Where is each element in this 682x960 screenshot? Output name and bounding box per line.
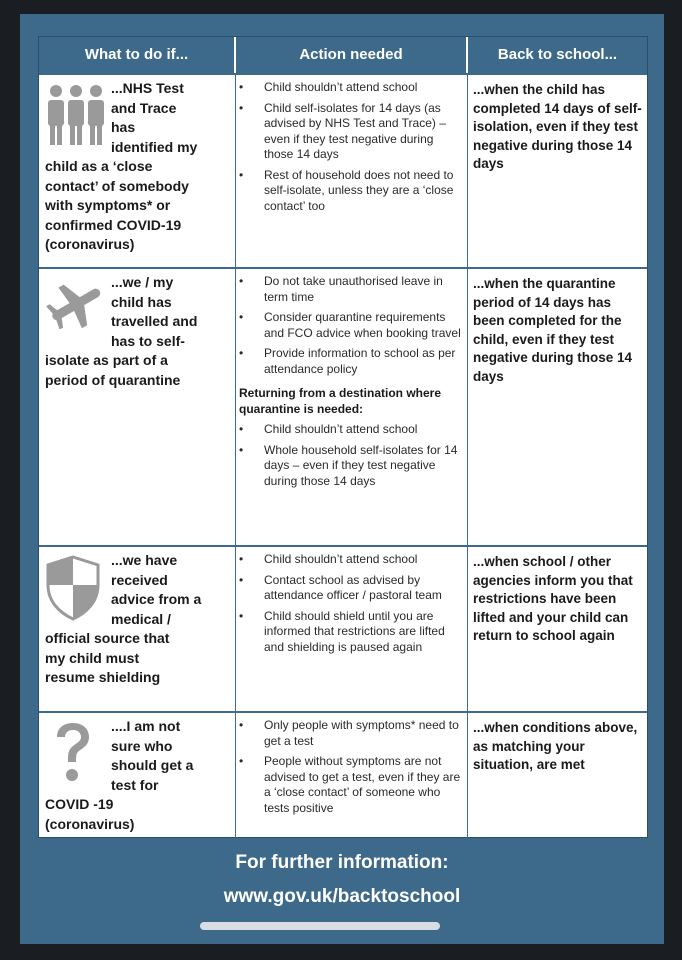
action-item: • Rest of household does not need to self-isolate, unless they are a ‘close contact’ too bbox=[239, 168, 464, 215]
question-line: contact’ of somebody bbox=[45, 177, 189, 194]
header-what-to-do: What to do if... bbox=[84, 46, 189, 63]
row-question bbox=[45, 717, 231, 834]
column-divider bbox=[467, 547, 468, 713]
question-line: should get a bbox=[111, 757, 194, 773]
action-item: • Child shouldn’t attend school bbox=[239, 80, 464, 96]
question-line: child as a ‘close bbox=[45, 158, 153, 174]
question-line: official source that bbox=[45, 630, 170, 646]
action-item: • Consider quarantine requirements and FCO advice when booking travel bbox=[239, 310, 464, 341]
question-line: ...NHS Test bbox=[111, 80, 184, 96]
column-divider bbox=[467, 75, 468, 269]
question-line: medical / bbox=[111, 610, 171, 627]
action-item: • Contact school as advised by attendance officer / pastoral team bbox=[239, 573, 464, 604]
row-question bbox=[45, 273, 231, 390]
action-item: • Only people with symptoms* need to get a test bbox=[239, 718, 464, 749]
question-line: confirmed COVID-19 bbox=[45, 216, 182, 233]
row-answer: ...when the quarantine period of 14 days has been completed for the child, even if they test negative during those 14 days bbox=[473, 276, 633, 384]
question-line: received bbox=[111, 571, 168, 588]
question-line: advice from a bbox=[111, 591, 202, 607]
question-line: period of quarantine bbox=[45, 371, 181, 388]
action-item: • Child should shield until you are informed that restrictions are lifted and shielding is paused again bbox=[239, 609, 464, 656]
question-line: ....I am not bbox=[111, 718, 181, 734]
question-line: (coronavirus) bbox=[45, 236, 135, 252]
infographic-panel bbox=[20, 14, 664, 944]
column-divider bbox=[235, 75, 236, 269]
row-actions bbox=[239, 269, 464, 489]
question-line: child has bbox=[111, 293, 172, 310]
question-line: my child must bbox=[45, 649, 140, 666]
action-item: • People without symptoms are not advised to get a test, even if they are a ‘close contact’ of someone who tests positive bbox=[239, 754, 464, 816]
question-line: COVID -19 bbox=[45, 796, 114, 812]
table-row bbox=[39, 545, 647, 713]
question-line: has to self- bbox=[111, 332, 185, 349]
question-line: with symptoms* or bbox=[45, 197, 171, 213]
row-answer: ...when school / other agencies inform you that restrictions have been lifted and your child can return to school again bbox=[473, 554, 633, 643]
table-row bbox=[39, 267, 647, 547]
row-actions bbox=[239, 547, 464, 655]
header-back-to-school: Back to school... bbox=[497, 46, 618, 63]
action-item: • Provide information to school as per attendance policy bbox=[239, 346, 464, 377]
question-line: ...we / my bbox=[111, 274, 174, 290]
question-line: (coronavirus) bbox=[45, 815, 135, 832]
table-header bbox=[39, 37, 647, 73]
row-question bbox=[45, 551, 231, 688]
question-line: and Trace bbox=[111, 99, 177, 116]
column-divider bbox=[235, 547, 236, 713]
backtoschool-link[interactable]: www.gov.uk/backtoschool bbox=[223, 886, 461, 907]
action-item: • Whole household self-isolates for 14 days – even if they test negative during those 14 days bbox=[239, 443, 464, 490]
guidance-table bbox=[38, 36, 648, 838]
row-actions bbox=[239, 713, 464, 816]
header-action-needed: Action needed bbox=[299, 46, 403, 63]
action-item: • Child shouldn’t attend school bbox=[239, 422, 464, 438]
question-line: sure who bbox=[111, 737, 173, 754]
action-item: • Child shouldn’t attend school bbox=[239, 552, 464, 568]
action-item: • Do not take unauthorised leave in term time bbox=[239, 274, 464, 305]
question-line: has bbox=[111, 119, 136, 135]
table-row bbox=[39, 711, 647, 839]
table-row bbox=[39, 73, 647, 269]
question-line: ...we have bbox=[111, 552, 178, 568]
further-info-text: For further information: bbox=[235, 852, 449, 873]
question-line: identified my bbox=[111, 138, 198, 155]
column-divider bbox=[235, 269, 236, 547]
row-answer: ...when the child has completed 14 days of self-isolation, even if they test negative during those 14 days bbox=[473, 82, 642, 171]
row-question bbox=[45, 79, 231, 255]
question-line: isolate as part of a bbox=[45, 352, 168, 368]
row-actions bbox=[239, 75, 464, 214]
quarantine-subheading: Returning from a destination where quarantine is needed: bbox=[239, 386, 442, 416]
column-divider bbox=[235, 713, 236, 839]
column-divider bbox=[467, 269, 468, 547]
scroll-indicator[interactable] bbox=[200, 922, 440, 930]
action-item: • Child self-isolates for 14 days (as advised by NHS Test and Trace) – even if they test negative during those 14 days bbox=[239, 101, 464, 163]
question-line: test for bbox=[111, 776, 159, 793]
row-answer: ...when conditions above, as matching your situation, are met bbox=[473, 720, 638, 772]
question-line: travelled and bbox=[111, 313, 198, 329]
question-line: resume shielding bbox=[45, 669, 161, 685]
column-divider bbox=[467, 713, 468, 839]
